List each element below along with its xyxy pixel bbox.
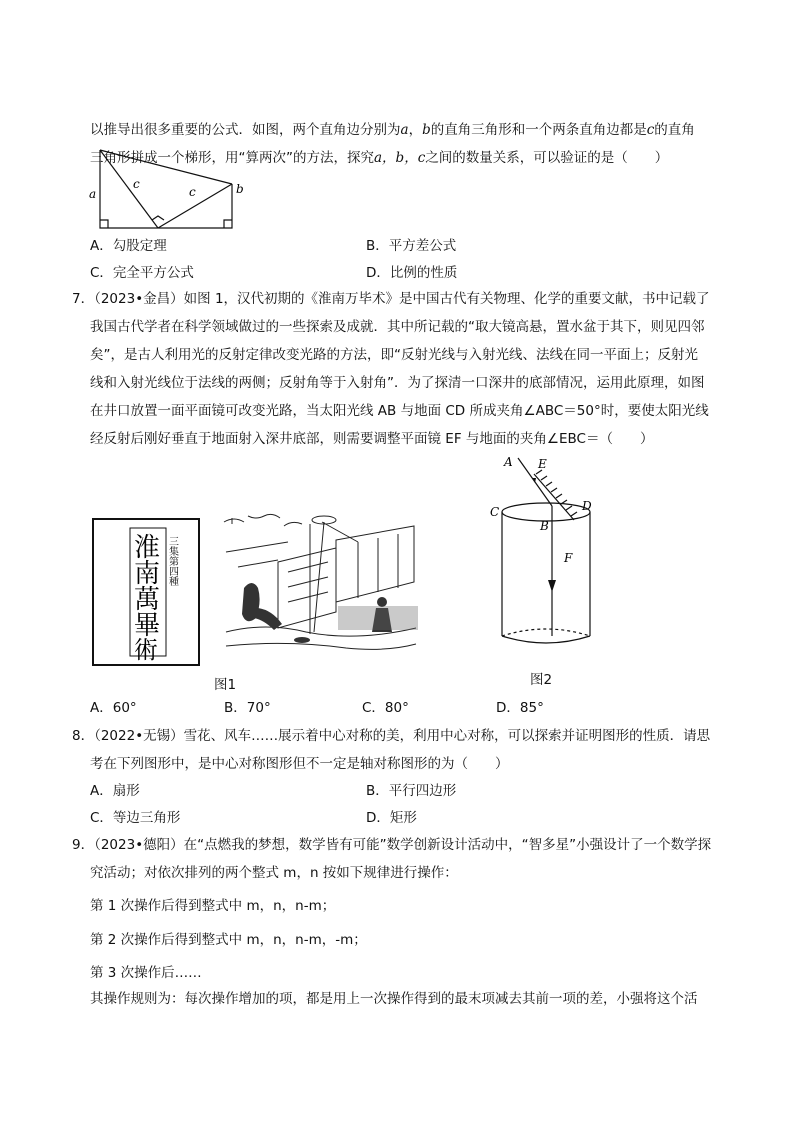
q9-step-3: 第 3 次操作后…… [90, 965, 202, 981]
fig2-label-d: D [582, 499, 592, 513]
q7-option-b[interactable]: B．70° [224, 700, 271, 716]
label-b: b [236, 182, 244, 196]
var-b: b [422, 122, 431, 138]
book-title-char-2: 南 [134, 559, 161, 589]
fig2-label-c: C [490, 505, 500, 519]
var-a: a [400, 122, 409, 138]
label-c-right: c [189, 185, 196, 199]
q6-option-a[interactable]: A．勾股定理 [90, 238, 167, 254]
q7-text-line-3: 矣”，是古人利用光的反射定律改变光路的方法，即“反射光线与入射光线、法线在同一平面上；反射光 [90, 347, 698, 363]
q8-text-line-2: 考在下列图形中，是中心对称图形但不一定是轴对称图形的为（ ） [90, 756, 509, 772]
book-cover-figure [92, 518, 202, 668]
fig2-caption: 图2 [530, 672, 553, 688]
q8-option-d[interactable]: D．矩形 [366, 810, 417, 826]
label-a: a [89, 187, 97, 201]
q8-text-line-1: 8．（2022•无锡）雪花、风车……展示着中心对称的美，利用中心对称，可以探索并证明图形的性质．请思 [72, 728, 711, 744]
q6-text: 以推导出很多重要的公式．如图，两个直角边分别为 [90, 122, 401, 138]
fig2-label-e: E [538, 457, 547, 471]
q6-text: 的直角三角形和一个两条直角边都是 [430, 122, 647, 138]
book-side-text: 三集第四種 [166, 536, 178, 586]
q9-step-2: 第 2 次操作后得到整式中 m，n，n-m，-m； [90, 932, 367, 948]
trapezoid-figure [86, 146, 256, 232]
illustration-figure [218, 512, 424, 660]
q9-text-line-2: 究活动；对依次排列的两个整式 m，n 按如下规律进行操作： [90, 865, 458, 881]
q7-text-line-4: 线和入射光线位于法线的两侧；反射角等于入射角”．为了探清一口深井的底部情况，运用此原理，如图 [90, 375, 705, 391]
q6-text: 三角形拼成一个梯形，用“算两次”的方法，探究 [90, 150, 374, 166]
book-title-char-5: 術 [134, 636, 158, 664]
q7-option-a[interactable]: A．60° [90, 700, 137, 716]
q6-text-line-1 [90, 120, 695, 140]
q7-text-line-2: 我国古代学者在科学领域做过的一些探索及成就．其中所记载的“取大镜高悬，置水盆于其下，则见四邻 [90, 319, 705, 335]
fig1-caption: 图1 [214, 677, 237, 693]
q9-rule: 其操作规则为：每次操作增加的项，都是用上一次操作得到的最末项减去其前一项的差，小强将这个活 [90, 991, 698, 1007]
q9-text-line-1: 9．（2023•德阳）在“点燃我的梦想，数学皆有可能”数学创新设计活动中，“智多星”小强设计了一个数学探 [72, 837, 712, 853]
q6-option-b[interactable]: B．平方差公式 [366, 238, 457, 254]
fig2-label-a: A [504, 455, 513, 469]
var-c: c [646, 122, 655, 138]
book-title-char-4: 畢 [134, 611, 161, 641]
q8-option-b[interactable]: B．平行四边形 [366, 783, 457, 799]
vars-abc: a，b，c [374, 150, 426, 166]
book-title-char-3: 萬 [134, 585, 161, 615]
q7-text-line-6: 经反射后刚好垂直于地面射入深井底部，则需要调整平面镜 EF 与地面的夹角∠EBC＝（ ） [90, 431, 654, 447]
q7-text-line-1: 7．（2023•金昌）如图 1，汉代初期的《淮南万毕术》是中国古代有关物理、化学的重要文献，书中记载了 [72, 291, 710, 307]
label-c-left: c [133, 177, 140, 191]
q8-option-a[interactable]: A．扇形 [90, 783, 140, 799]
fig2-label-b: B [540, 519, 549, 533]
q9-step-1: 第 1 次操作后得到整式中 m，n，n-m； [90, 898, 336, 914]
q6-option-d[interactable]: D．比例的性质 [366, 265, 458, 281]
well-mirror-figure [488, 450, 608, 650]
fig2-label-f: F [564, 551, 573, 565]
q8-option-c[interactable]: C．等边三角形 [90, 810, 181, 826]
book-title-char-1: 淮 [134, 533, 161, 563]
q7-text-line-5: 在井口放置一面平面镜可改变光路，当太阳光线 AB 与地面 CD 所成夹角∠ABC＝50°时，要使太阳光线 [90, 403, 709, 419]
q6-text: 之间的数量关系，可以验证的是（ ） [425, 150, 669, 166]
q6-option-c[interactable]: C．完全平方公式 [90, 265, 194, 281]
separator: ， [408, 122, 423, 138]
q7-option-d[interactable]: D．85° [496, 700, 544, 716]
q7-option-c[interactable]: C．80° [362, 700, 409, 716]
q6-text: 的直角 [654, 122, 695, 138]
